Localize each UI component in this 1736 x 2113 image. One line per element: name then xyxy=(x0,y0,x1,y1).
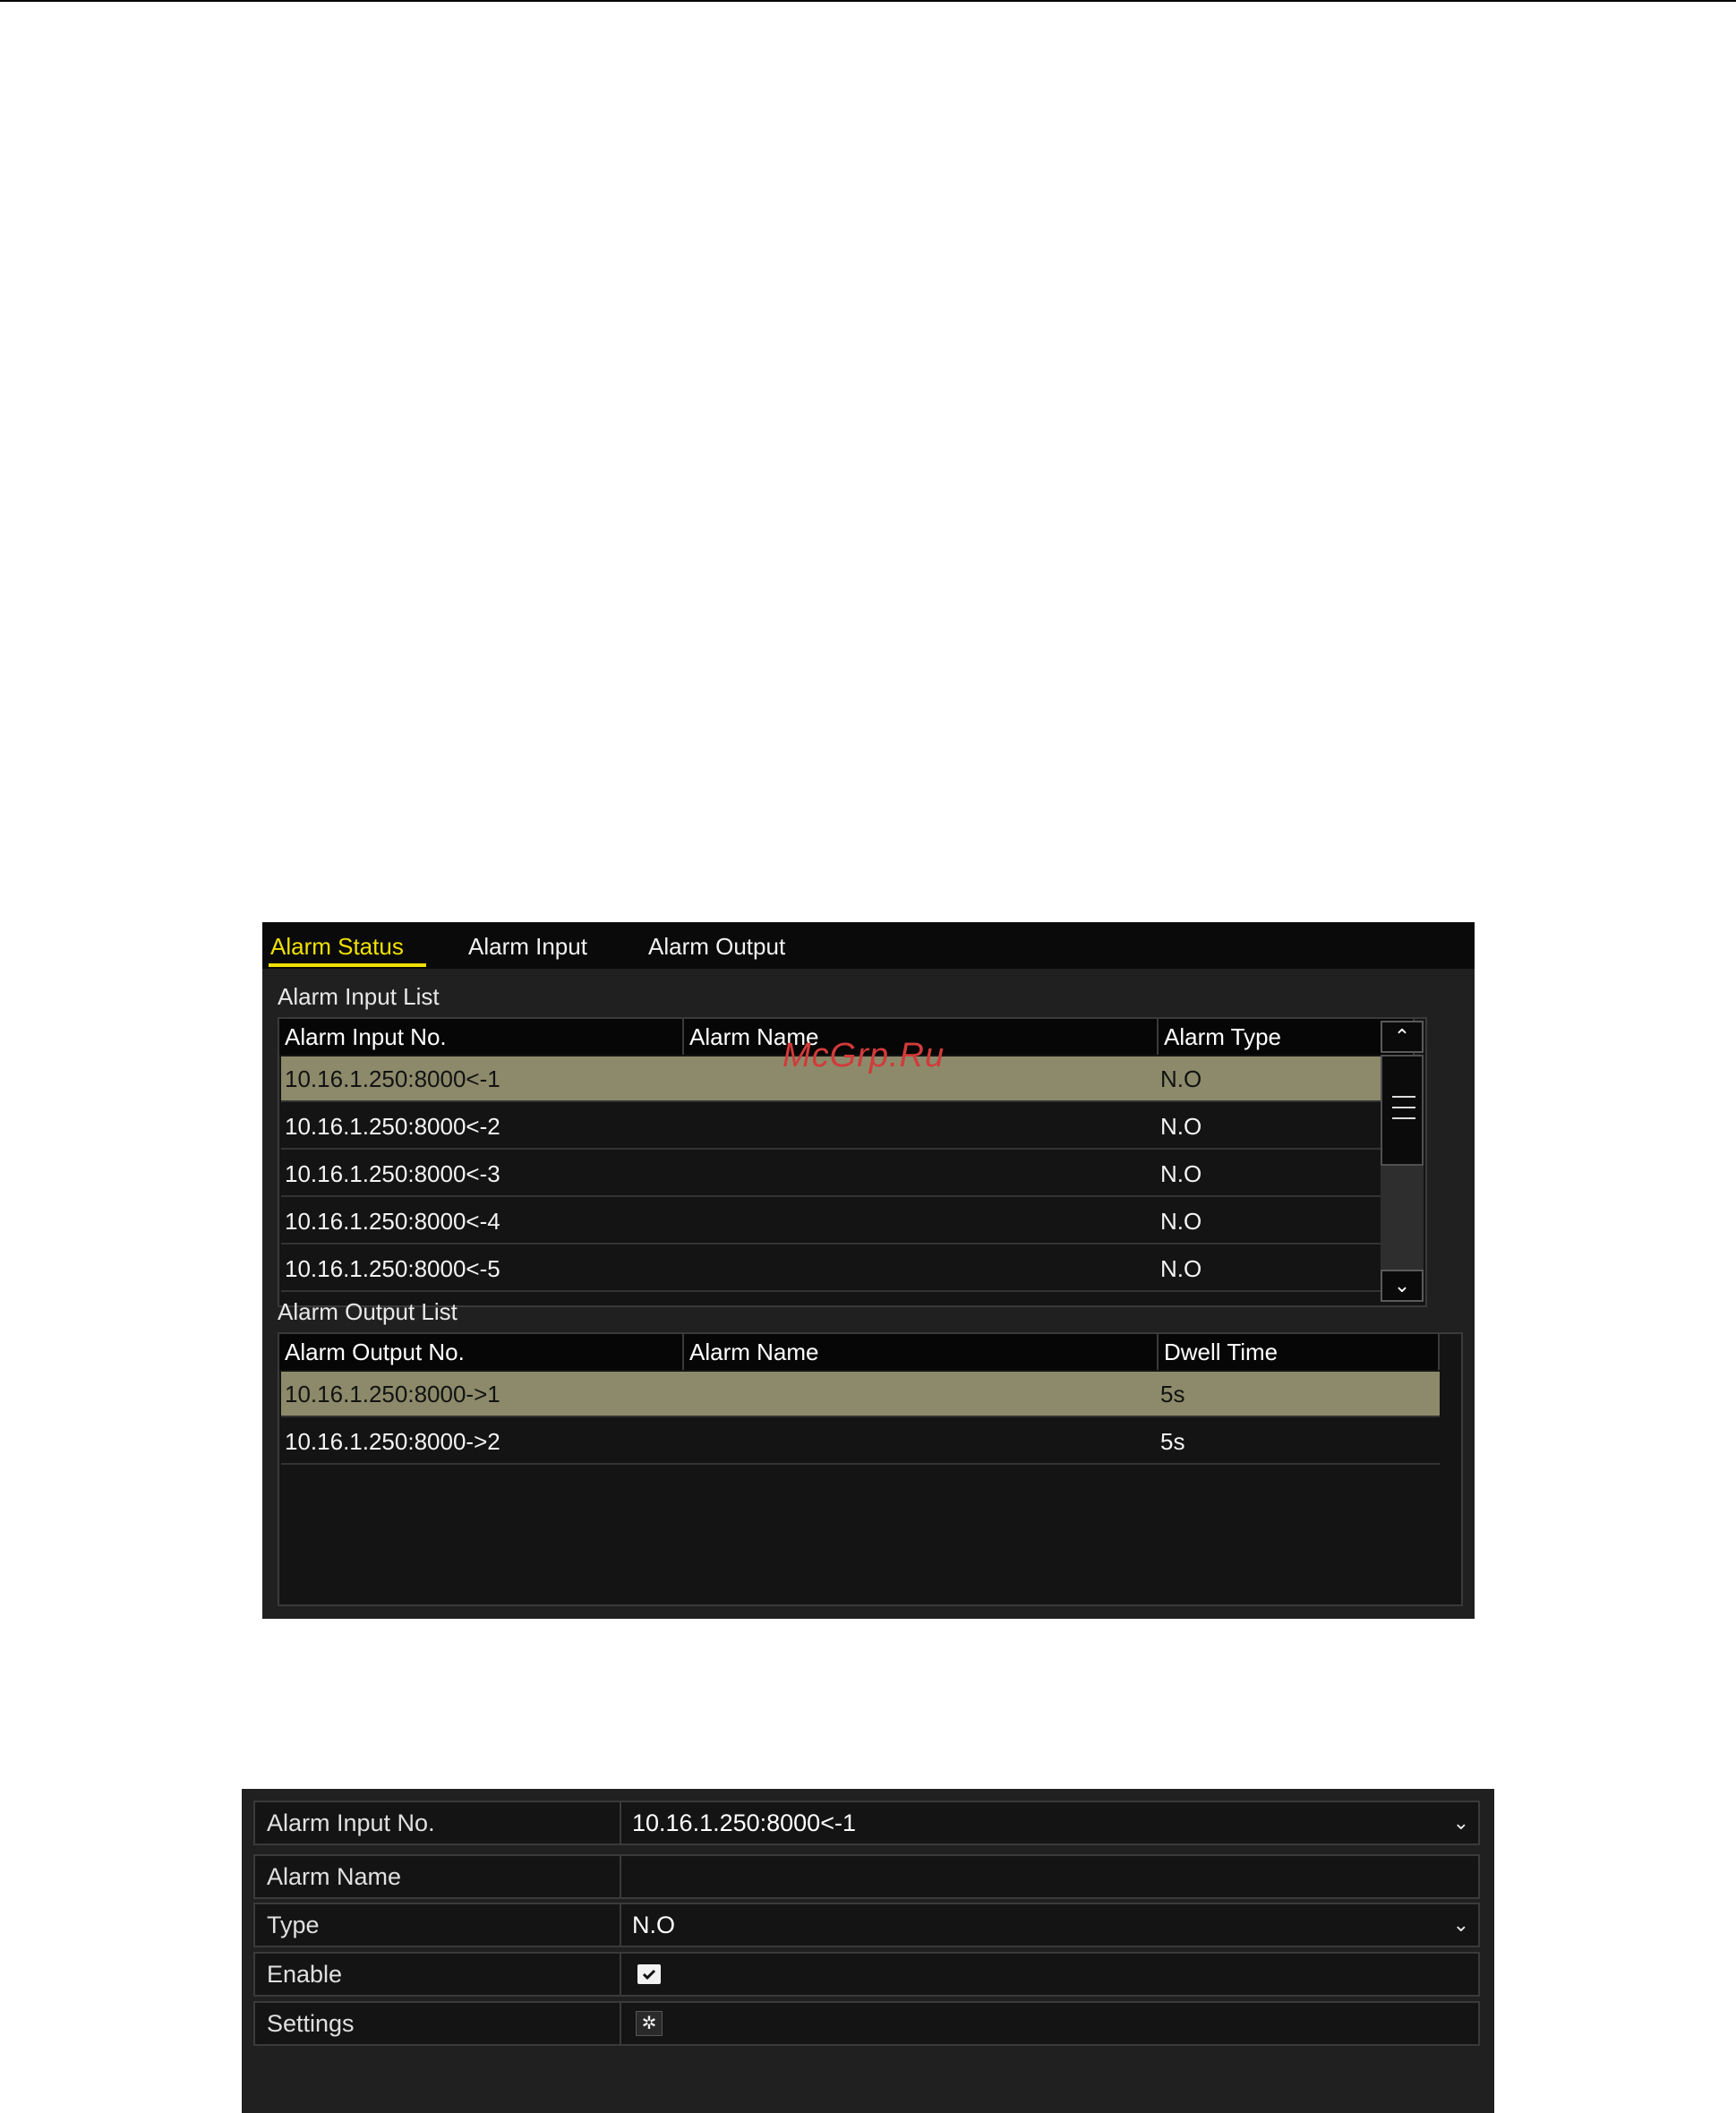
grip-line xyxy=(1392,1117,1415,1119)
alarm-type-cell: N.O xyxy=(1160,1065,1202,1092)
page-top-rule xyxy=(0,0,1736,2)
alarm-output-no-cell: 10.16.1.250:8000->1 xyxy=(285,1381,500,1407)
alarm-type-cell: N.O xyxy=(1160,1255,1202,1282)
tab-alarm-output[interactable]: Alarm Output xyxy=(648,933,786,960)
check-icon xyxy=(637,1964,661,1984)
alarm-input-no-cell: 10.16.1.250:8000<-4 xyxy=(285,1208,500,1235)
enable-label: Enable xyxy=(255,1954,621,1995)
table-row[interactable] xyxy=(281,1199,1413,1245)
alarm-output-table xyxy=(278,1332,1463,1606)
alarm-input-no-cell: 10.16.1.250:8000<-1 xyxy=(285,1065,500,1092)
alarm-input-settings-panel xyxy=(242,1789,1494,2113)
table-row[interactable] xyxy=(281,1104,1413,1150)
tab-alarm-status[interactable]: Alarm Status xyxy=(270,933,404,960)
grip-line xyxy=(1392,1096,1415,1098)
alarm-input-no-cell: 10.16.1.250:8000<-3 xyxy=(285,1160,500,1187)
settings-row xyxy=(253,2001,1480,2046)
col-alarm-input-no[interactable]: Alarm Input No. xyxy=(279,1019,684,1055)
alarm-input-list-title: Alarm Input List xyxy=(278,983,440,1010)
chevron-down-icon: ⌄ xyxy=(1452,1811,1469,1834)
settings-label: Settings xyxy=(255,2003,621,2044)
alarm-type-cell: N.O xyxy=(1160,1208,1202,1235)
scroll-down-button[interactable]: ⌄ xyxy=(1381,1270,1424,1302)
alarm-output-list-title: Alarm Output List xyxy=(278,1298,458,1325)
alarm-name-field[interactable] xyxy=(623,1856,1478,1897)
dwell-time-cell: 5s xyxy=(1160,1428,1185,1455)
tab-alarm-input[interactable]: Alarm Input xyxy=(468,933,587,960)
chevron-down-icon: ⌄ xyxy=(1452,1913,1469,1936)
enable-row xyxy=(253,1952,1480,1997)
dwell-time-cell: 5s xyxy=(1160,1381,1185,1407)
alarm-name-row xyxy=(253,1854,1480,1899)
gear-icon[interactable]: ✲ xyxy=(636,2011,663,2036)
col-alarm-output-no[interactable]: Alarm Output No. xyxy=(279,1334,684,1370)
alarm-input-no-label: Alarm Input No. xyxy=(255,1802,621,1844)
grip-line xyxy=(1392,1107,1415,1108)
table-row[interactable] xyxy=(281,1372,1440,1417)
alarm-type-cell: N.O xyxy=(1160,1160,1202,1187)
type-row xyxy=(253,1903,1480,1947)
alarm-input-no-row xyxy=(253,1801,1480,1845)
type-value: N.O xyxy=(632,1912,676,1938)
scroll-up-button[interactable]: ⌃ xyxy=(1381,1021,1424,1053)
alarm-type-cell: N.O xyxy=(1160,1113,1202,1140)
col-alarm-name[interactable]: Alarm Name xyxy=(684,1334,1159,1370)
alarm-output-no-cell: 10.16.1.250:8000->2 xyxy=(285,1428,500,1455)
alarm-output-table-header xyxy=(279,1334,1440,1370)
enable-checkbox[interactable] xyxy=(637,1964,661,1984)
table-row[interactable] xyxy=(281,1419,1440,1465)
active-tab-indicator xyxy=(269,963,426,967)
type-dropdown[interactable] xyxy=(623,1904,1478,1946)
col-dwell-time[interactable]: Dwell Time xyxy=(1159,1334,1440,1370)
col-alarm-name[interactable]: Alarm Name xyxy=(684,1019,1159,1055)
scrollbar-thumb[interactable] xyxy=(1381,1055,1424,1166)
alarm-name-label: Alarm Name xyxy=(255,1856,621,1897)
table-row[interactable] xyxy=(281,1151,1413,1197)
table-row[interactable] xyxy=(281,1246,1413,1292)
alarm-input-no-dropdown[interactable] xyxy=(623,1802,1478,1844)
alarm-input-no-cell: 10.16.1.250:8000<-2 xyxy=(285,1113,500,1140)
tab-bar xyxy=(262,922,1475,969)
alarm-input-no-cell: 10.16.1.250:8000<-5 xyxy=(285,1255,500,1282)
col-alarm-type[interactable]: Alarm Type xyxy=(1159,1019,1415,1055)
alarm-input-no-value: 10.16.1.250:8000<-1 xyxy=(632,1809,856,1836)
alarm-status-panel xyxy=(262,922,1475,1619)
watermark: McGrp.Ru xyxy=(782,1037,945,1074)
type-label: Type xyxy=(255,1904,621,1946)
